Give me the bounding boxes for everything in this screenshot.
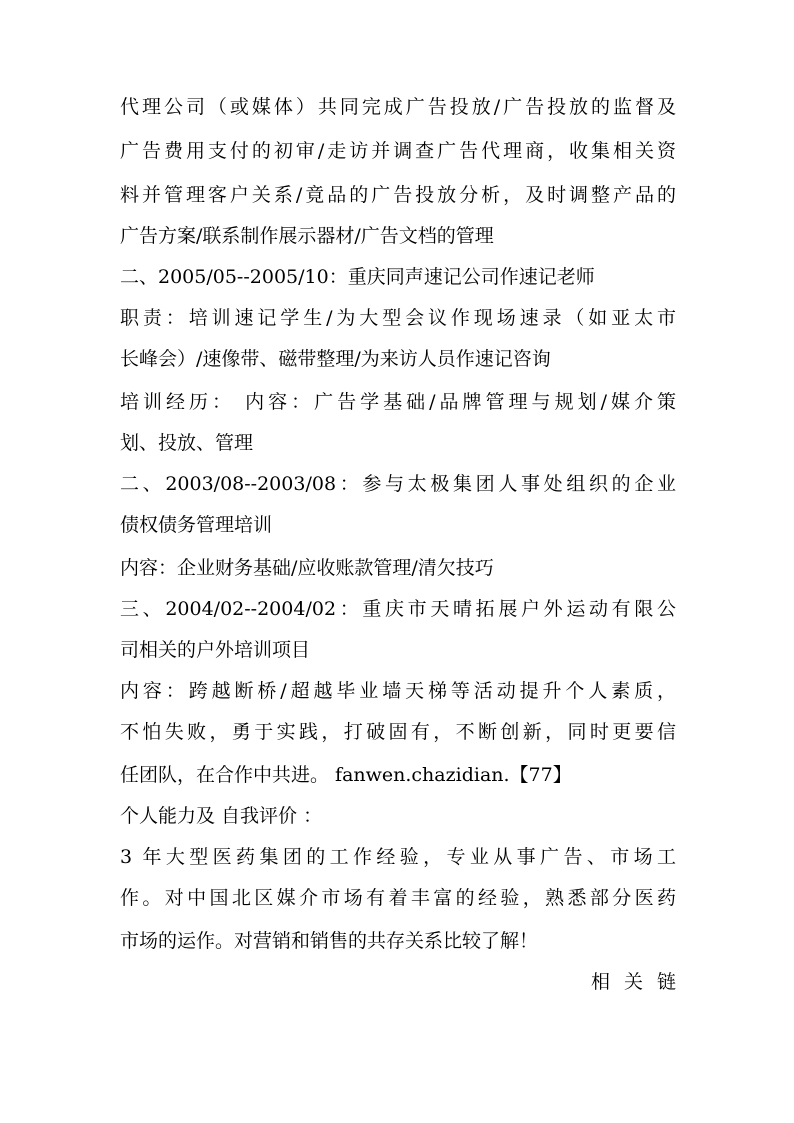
text-line-1: 代理公司（或媒体）共同完成广告投放/广告投放的监督及 xyxy=(120,96,676,118)
training-heading-2003: 二、2003/08--2003/08：参与太极集团人事处组织的企业 xyxy=(120,473,676,495)
text-line-2: 广告费用支付的初审/走访并调查广告代理商，收集相关资 xyxy=(120,140,676,162)
text-line-6: 职责：培训速记学生/为大型会议作现场速录（如亚太市 xyxy=(120,307,676,329)
footer-related-links-text: 相关链 xyxy=(590,971,690,993)
text-line-17: 任团队，在合作中共进。 fanwen.chazidian.【77】 xyxy=(120,764,572,786)
text-line-4: 广告方案/联系制作展示器材/广告文档的管理 xyxy=(120,225,494,247)
text-line-15: 内容：跨越断桥/超越毕业墙天梯等活动提升个人素质， xyxy=(120,680,676,702)
text-line-16: 不怕失败，勇于实践，打破固有，不断创新，同时更要信 xyxy=(120,721,676,743)
text-line-20: 作。对中国北区媒介市场有着丰富的经验，熟悉部分医药 xyxy=(120,887,676,909)
experience-heading-2005: 二、2005/05--2005/10：重庆同声速记公司作速记老师 xyxy=(120,266,595,288)
text-line-21: 市场的运作。对营销和销售的共存关系比较了解！ xyxy=(120,930,539,952)
text-line-19: 3 年大型医药集团的工作经验，专业从事广告、市场工 xyxy=(120,846,676,868)
training-experience-line: 培训经历： 内容：广告学基础/品牌管理与规划/媒介策 xyxy=(120,391,676,413)
text-line-11: 债权债务管理培训 xyxy=(120,514,273,536)
footer-related-links-label xyxy=(120,970,690,994)
text-line-9: 划、投放、管理 xyxy=(120,432,254,454)
self-evaluation-heading: 个人能力及 自我评价 ： xyxy=(120,805,323,827)
training-heading-2004: 三、2004/02--2004/02：重庆市天晴拓展户外运动有限公 xyxy=(120,598,676,620)
text-line-3: 料并管理客户关系/竟品的广告投放分析，及时调整产品的 xyxy=(120,184,676,206)
text-line-12: 内容：企业财务基础/应收账款管理/清欠技巧 xyxy=(120,557,494,579)
text-line-14: 司相关的户外培训项目 xyxy=(120,639,311,661)
text-line-7: 长峰会）/速像带、磁带整理/为来访人员作速记咨询 xyxy=(120,348,551,370)
